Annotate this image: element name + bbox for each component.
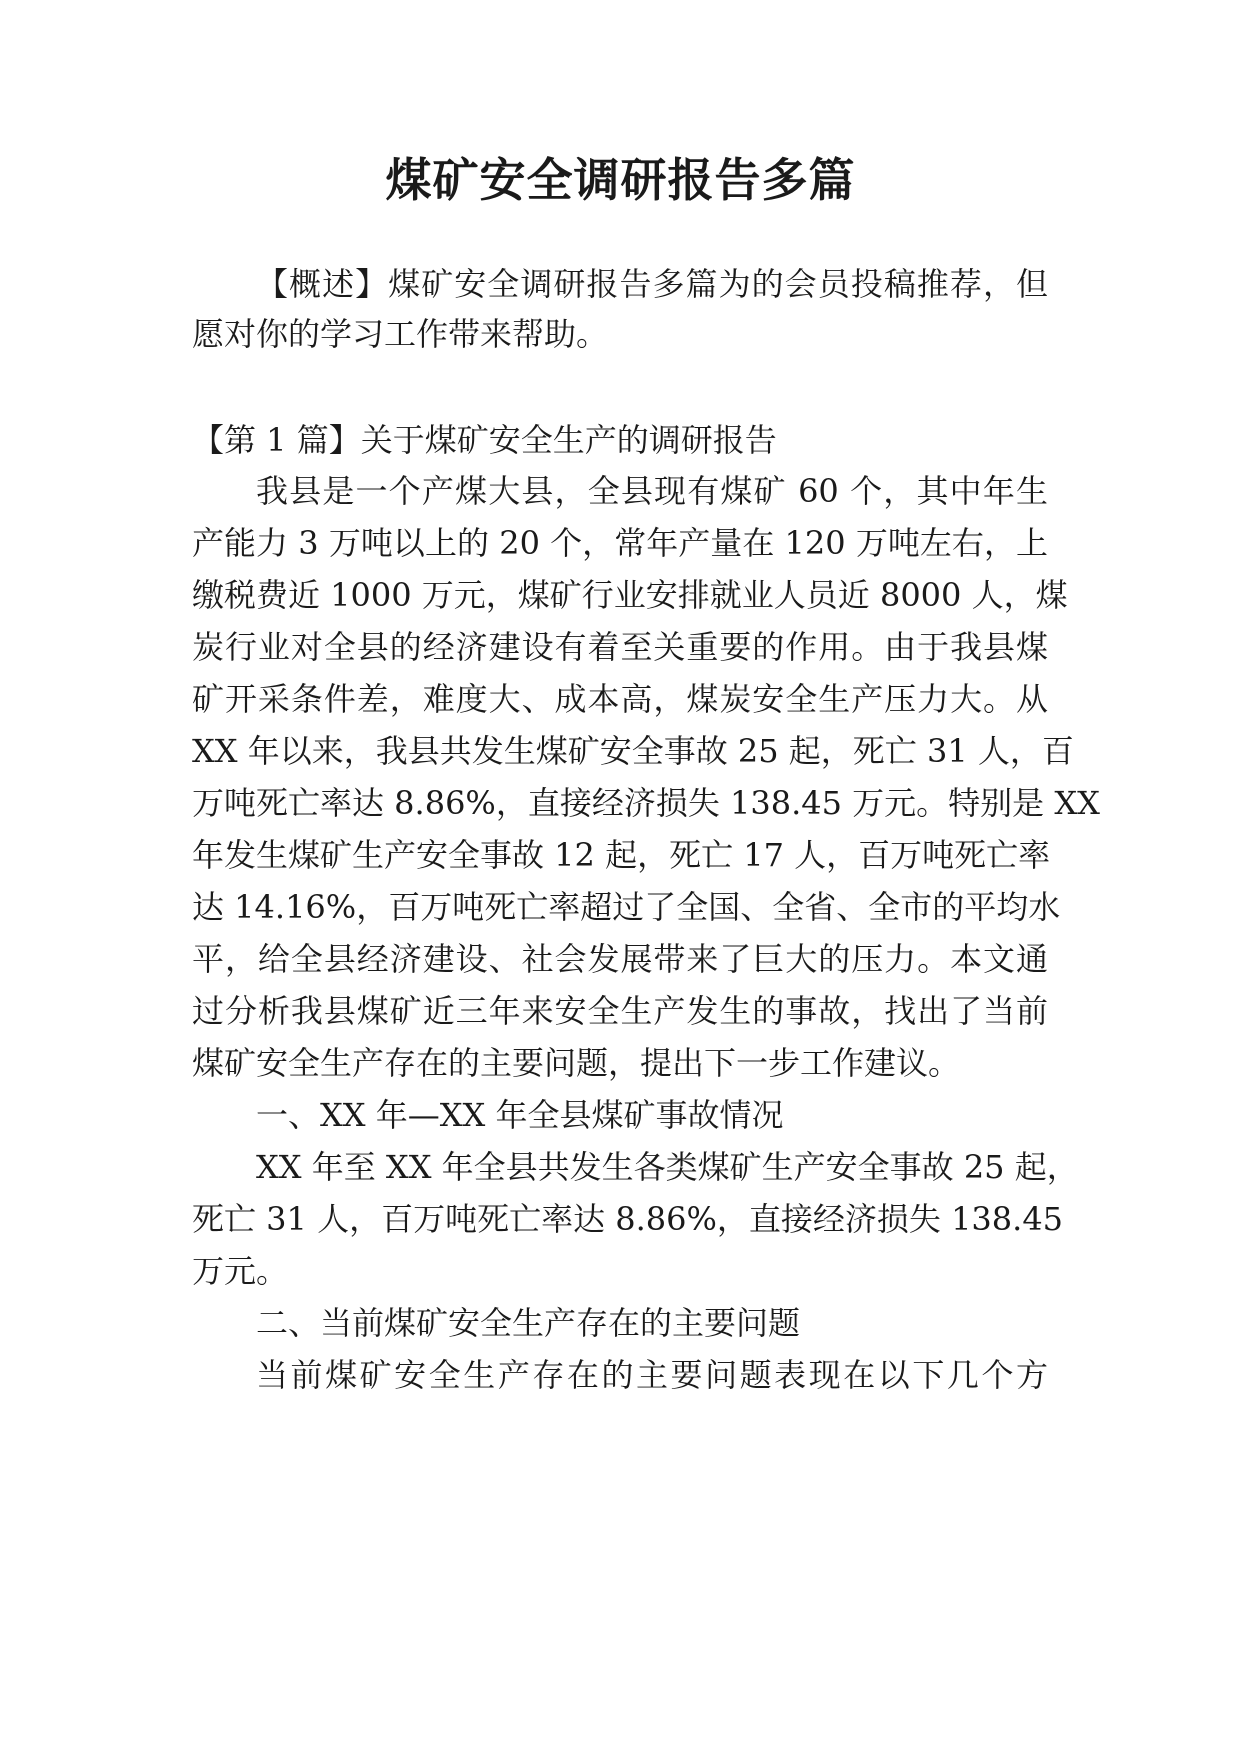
paragraph-line: 万元。 bbox=[192, 1252, 289, 1290]
paragraph-line: 矿开采条件差，难度大、成本高，煤炭安全生产压力大。从 bbox=[192, 680, 1048, 718]
paragraph-line: 死亡 31 人，百万吨死亡率达 8.86%，直接经济损失 138.45 bbox=[192, 1200, 1064, 1238]
paragraph-line: 我县是一个产煤大县，全县现有煤矿 60 个，其中年生 bbox=[256, 472, 1048, 510]
paragraph-line: XX 年以来，我县共发生煤矿安全事故 25 起，死亡 31 人，百 bbox=[192, 732, 1074, 770]
paragraph-line: 产能力 3 万吨以上的 20 个，常年产量在 120 万吨左右，上 bbox=[192, 524, 1048, 562]
overview-line-1: 【概述】煤矿安全调研报告多篇为的会员投稿推荐，但 bbox=[256, 265, 1048, 303]
paragraph-line: 煤矿安全生产存在的主要问题，提出下一步工作建议。 bbox=[192, 1044, 961, 1082]
subheading-1: 一、XX 年—XX 年全县煤矿事故情况 bbox=[256, 1096, 784, 1134]
document-title: 煤矿安全调研报告多篇 bbox=[385, 153, 856, 207]
section-heading: 【第 1 篇】关于煤矿安全生产的调研报告 bbox=[192, 421, 777, 459]
paragraph-line: 炭行业对全县的经济建设有着至关重要的作用。由于我县煤 bbox=[192, 628, 1048, 666]
paragraph-line: XX 年至 XX 年全县共发生各类煤矿生产安全事故 25 起， bbox=[256, 1148, 1079, 1186]
paragraph-line: 当前煤矿安全生产存在的主要问题表现在以下几个方 bbox=[256, 1356, 1048, 1394]
paragraph-line: 平，给全县经济建设、社会发展带来了巨大的压力。本文通 bbox=[192, 940, 1048, 978]
paragraph-line: 缴税费近 1000 万元，煤矿行业安排就业人员近 8000 人，煤 bbox=[192, 576, 1068, 614]
subheading-2: 二、当前煤矿安全生产存在的主要问题 bbox=[256, 1304, 801, 1342]
paragraph-line: 过分析我县煤矿近三年来安全生产发生的事故，找出了当前 bbox=[192, 992, 1048, 1030]
paragraph-line: 年发生煤矿生产安全事故 12 起，死亡 17 人，百万吨死亡率 bbox=[192, 836, 1051, 874]
paragraph-line: 达 14.16%，百万吨死亡率超过了全国、全省、全市的平均水 bbox=[192, 888, 1061, 926]
paragraph-line: 万吨死亡率达 8.86%，直接经济损失 138.45 万元。特别是 XX bbox=[192, 784, 1100, 822]
overview-line-2: 愿对你的学习工作带来帮助。 bbox=[192, 315, 609, 353]
